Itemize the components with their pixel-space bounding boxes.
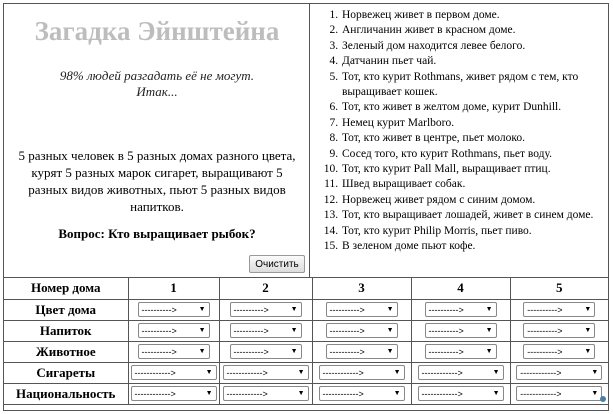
chevron-down-icon: ▼ [584,327,592,335]
drink-select-house-1[interactable] [138,323,210,338]
grid-cell [411,341,510,362]
rule-item: 3. Зеленый дом находится левее белого. [341,39,608,54]
select-value: ----------> [329,347,365,358]
chevron-down-icon: ▼ [492,390,500,398]
row-label-nationality: Национальность [4,383,128,404]
chevron-down-icon: ▼ [386,348,394,356]
animal-select-house-3[interactable] [326,344,398,359]
drink-select-house-2[interactable] [230,323,302,338]
nationality-select-house-4[interactable] [418,386,504,401]
grid-cell [128,320,219,341]
select-value: ------------> [322,368,364,379]
cigarettes-select-house-4[interactable] [418,365,504,380]
chevron-down-icon: ▼ [485,348,493,356]
subtitle-line-1: 98% людей разгадать её не могут. [59,68,255,83]
color-select-house-2[interactable] [230,302,302,317]
cigarettes-select-house-2[interactable] [223,365,309,380]
chevron-down-icon: ▼ [393,390,401,398]
cigarettes-select-house-1[interactable] [131,365,217,380]
grid-cell [128,341,219,362]
rule-item: 7. Немец курит Marlboro. [341,116,608,131]
select-value: ----------> [329,326,365,337]
rule-item: 9. Сосед того, кто курит Rothmans, пьет воду. [341,147,608,162]
select-value: ------------> [520,389,562,400]
grid-cell [128,299,219,320]
drink-select-house-5[interactable] [523,323,595,338]
nationality-select-house-1[interactable] [131,386,217,401]
color-select-house-5[interactable] [523,302,595,317]
chevron-down-icon: ▼ [485,327,493,335]
page-title: Загадка Эйнштейна [34,16,280,46]
grid-cell [219,320,312,341]
house-number-3: 3 [312,278,411,299]
chevron-down-icon: ▼ [205,390,213,398]
grid-cell [312,383,411,404]
select-value: ----------> [233,326,269,337]
nationality-select-house-5[interactable] [516,386,602,401]
grid-header-row [4,278,608,299]
color-select-house-1[interactable] [138,302,210,317]
grid-cell [219,362,312,383]
select-value: ----------> [141,347,177,358]
grid-cell [411,299,510,320]
rule-item: 1. Норвежец живет в первом доме. [341,8,608,23]
select-value: ------------> [226,389,268,400]
scroll-indicator-icon [600,396,606,402]
house-number-5: 5 [510,278,608,299]
rule-item: 14. Тот, кто курит Philip Morris, пьет пиво. [341,224,608,239]
chevron-down-icon: ▼ [205,369,213,377]
rule-item: 11. Швед выращивает собак. [341,177,608,192]
chevron-down-icon: ▼ [198,348,206,356]
rule-item: 2. Англичанин живет в красном доме. [341,23,608,38]
grid-row-animal [4,341,608,362]
select-value: ----------> [527,305,563,316]
chevron-down-icon: ▼ [393,369,401,377]
grid-cell [128,383,219,404]
rule-item: 10. Тот, кто курит Pall Mall, выращивает птиц. [341,162,608,177]
grid-row-nationality [4,383,608,404]
house-number-2: 2 [219,278,312,299]
chevron-down-icon: ▼ [591,390,599,398]
color-select-house-3[interactable] [326,302,398,317]
select-value: ------------> [421,389,463,400]
select-value: ----------> [233,347,269,358]
answer-grid [4,278,608,405]
chevron-down-icon: ▼ [297,369,305,377]
chevron-down-icon: ▼ [297,390,305,398]
select-value: ------------> [520,368,562,379]
select-value: ----------> [233,305,269,316]
rule-item: 4. Датчанин пьет чай. [341,54,608,69]
rule-item: 13. Тот, кто выращивает лошадей, живет в синем доме. [341,208,608,223]
grid-cell [411,383,510,404]
rule-item: 15. В зеленом доме пьют кофе. [341,239,608,254]
color-select-house-4[interactable] [425,302,497,317]
row-label-cigarettes: Сигареты [4,362,128,383]
select-value: ----------> [527,347,563,358]
grid-cell [312,320,411,341]
subtitle-line-2: Итак... [136,84,178,99]
chevron-down-icon: ▼ [198,327,206,335]
chevron-down-icon: ▼ [290,348,298,356]
grid-row-color [4,299,608,320]
grid-cell [128,362,219,383]
grid-cell [312,299,411,320]
grid-cell [219,299,312,320]
subtitle [4,68,310,100]
house-number-1: 1 [128,278,219,299]
grid-cell [510,383,608,404]
cigarettes-select-house-5[interactable] [516,365,602,380]
select-value: ------------> [134,389,176,400]
animal-select-house-5[interactable] [523,344,595,359]
grid-cell [312,341,411,362]
puzzle-description: 5 разных человек в 5 разных домах разного цвета, курят 5 разных марок сигарет, выращивают 5 разных видов животных, пьют 5 разных видов напитков. [18,148,296,214]
rule-item: 6. Тот, кто живет в желтом доме, курит Dunhill. [341,100,608,115]
clear-button[interactable]: Очистить [249,255,305,273]
select-value: ----------> [428,326,464,337]
chevron-down-icon: ▼ [198,306,206,314]
drink-select-house-4[interactable] [425,323,497,338]
chevron-down-icon: ▼ [591,369,599,377]
animal-select-house-2[interactable] [230,344,302,359]
grid-cell [411,320,510,341]
select-value: ----------> [527,326,563,337]
chevron-down-icon: ▼ [386,306,394,314]
grid-cell [510,341,608,362]
cigarettes-select-house-3[interactable] [319,365,405,380]
grid-cell [510,299,608,320]
puzzle-table [3,3,609,411]
select-value: ----------> [428,305,464,316]
chevron-down-icon: ▼ [584,306,592,314]
row-label-drink: Напиток [4,320,128,341]
grid-cell [312,362,411,383]
house-number-header: Номер дома [4,278,128,299]
animal-select-house-1[interactable] [138,344,210,359]
chevron-down-icon: ▼ [386,327,394,335]
chevron-down-icon: ▼ [290,327,298,335]
house-number-4: 4 [411,278,510,299]
nationality-select-house-3[interactable] [319,386,405,401]
select-value: ------------> [226,368,268,379]
grid-cell [219,341,312,362]
row-label-animal: Животное [4,341,128,362]
chevron-down-icon: ▼ [290,306,298,314]
rule-item: 5. Тот, кто курит Rothmans, живет рядом с тем, кто выращивает кошек. [341,70,608,101]
chevron-down-icon: ▼ [485,306,493,314]
rule-item: 8. Тот, кто живет в центре, пьет молоко. [341,131,608,146]
grid-cell [510,362,608,383]
rule-item: 12. Норвежец живет рядом с синим домом. [341,193,608,208]
grid-row-drink [4,320,608,341]
select-value: ----------> [141,305,177,316]
row-label-color: Цвет дома [4,299,128,320]
chevron-down-icon: ▼ [492,369,500,377]
puzzle-top-section [4,4,608,278]
nationality-select-house-2[interactable] [223,386,309,401]
animal-select-house-4[interactable] [425,344,497,359]
select-value: ------------> [322,389,364,400]
grid-row-cigarettes [4,362,608,383]
puzzle-question: Вопрос: Кто выращивает рыбок? [58,226,256,241]
grid-cell [411,362,510,383]
grid-cell [510,320,608,341]
grid-cell [219,383,312,404]
drink-select-house-3[interactable] [326,323,398,338]
select-value: ------------> [421,368,463,379]
select-value: ----------> [329,305,365,316]
select-value: ------------> [134,368,176,379]
select-value: ----------> [141,326,177,337]
select-value: ----------> [428,347,464,358]
rules-list [314,8,608,255]
intro-panel [4,4,310,277]
chevron-down-icon: ▼ [584,348,592,356]
